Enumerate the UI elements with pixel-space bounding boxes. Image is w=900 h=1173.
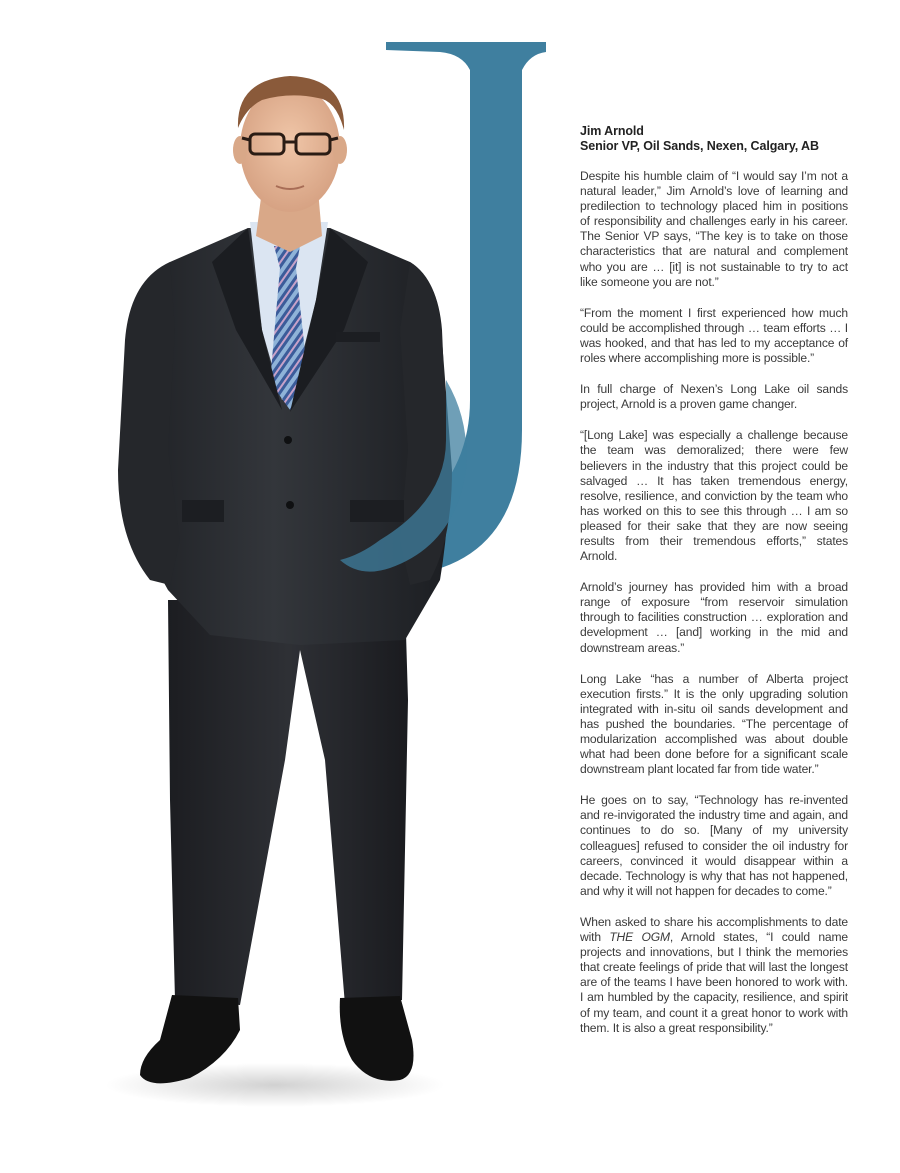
jacket-button-2 (286, 501, 294, 509)
paragraph-8-end: , Arnold states, “I could name projects and innovations, but I think the memories that create feelings of pride that will last the longest are of the teams I have been honored to work with. I am humbled by the capacity, resilience, and spirit of my team, and count it a great honor to work with them. It is also a great responsibility.” (580, 930, 848, 1035)
jacket-button-1 (284, 436, 292, 444)
paragraph-8-start: When asked to share his accomplishments to date with (580, 914, 848, 945)
profile-name: Jim Arnold (580, 124, 644, 138)
article-paragraph-2: “From the moment I first experienced how much could be accomplished through … team efforts … I was hooked, and that has led to my acceptance of roles where accomplishing more is possible.” (580, 305, 848, 366)
article-paragraph-6: Long Lake “has a number of Alberta project execution firsts.” It is the only upgrading solution integrated with in-situ oil sands development and has pushed the boundaries. “The percentage of modularization accomplished was about double what had been done before for a significant scale downstream plant located far from tide water.” (580, 671, 848, 777)
profile-title: Senior VP, Oil Sands, Nexen, Calgary, AB (580, 139, 819, 153)
article-paragraph-7: He goes on to say, “Technology has re-invented and re-invigorated the industry time and again, and continues to do so. [Many of my university colleagues] refused to consider the oil industry for careers, convinced it would disappear within a decade. Technology is why that has not happened, and why it will not happen for decades to come.” (580, 793, 848, 898)
article-paragraph-3: In full charge of Nexen’s Long Lake oil sands project, Arnold is a proven game changer. (580, 382, 848, 412)
right-pocket (350, 500, 404, 522)
publication-name: THE OGM (609, 930, 670, 945)
profile-heading (580, 124, 848, 154)
article-paragraph-1: Despite his humble claim of “I would say I’m not a natural leader,” Jim Arnold’s love of learning and predilection to technology placed him in positions of responsibility and challenges early in his career. The Senior VP says, “The key is to take on those characteristics that are natural and complement who you are … [it] is not sustainable to try to act like someone you are not.” (580, 169, 848, 289)
article-paragraph-5: Arnold’s journey has provided him with a broad range of exposure “from reservoir simulation through to facilities construction … exploration and development … [and] working in the mid and downstream areas.” (580, 580, 848, 655)
left-pocket (182, 500, 224, 522)
article-paragraph-8 (580, 915, 848, 1036)
breast-pocket (336, 332, 380, 342)
article-paragraph-4: “[Long Lake] was especially a challenge because the team was demoralized; there were few believers in the industry that this project could be salvaged … It has taken tremendous energy, resolve, resilience, and conviction by the team who has worked on this to see this through … I am so pleased for their sake that they are now seeing results from their tremendous efforts,” states Arnold. (580, 428, 848, 564)
article (580, 124, 848, 1052)
trousers (168, 600, 408, 1005)
